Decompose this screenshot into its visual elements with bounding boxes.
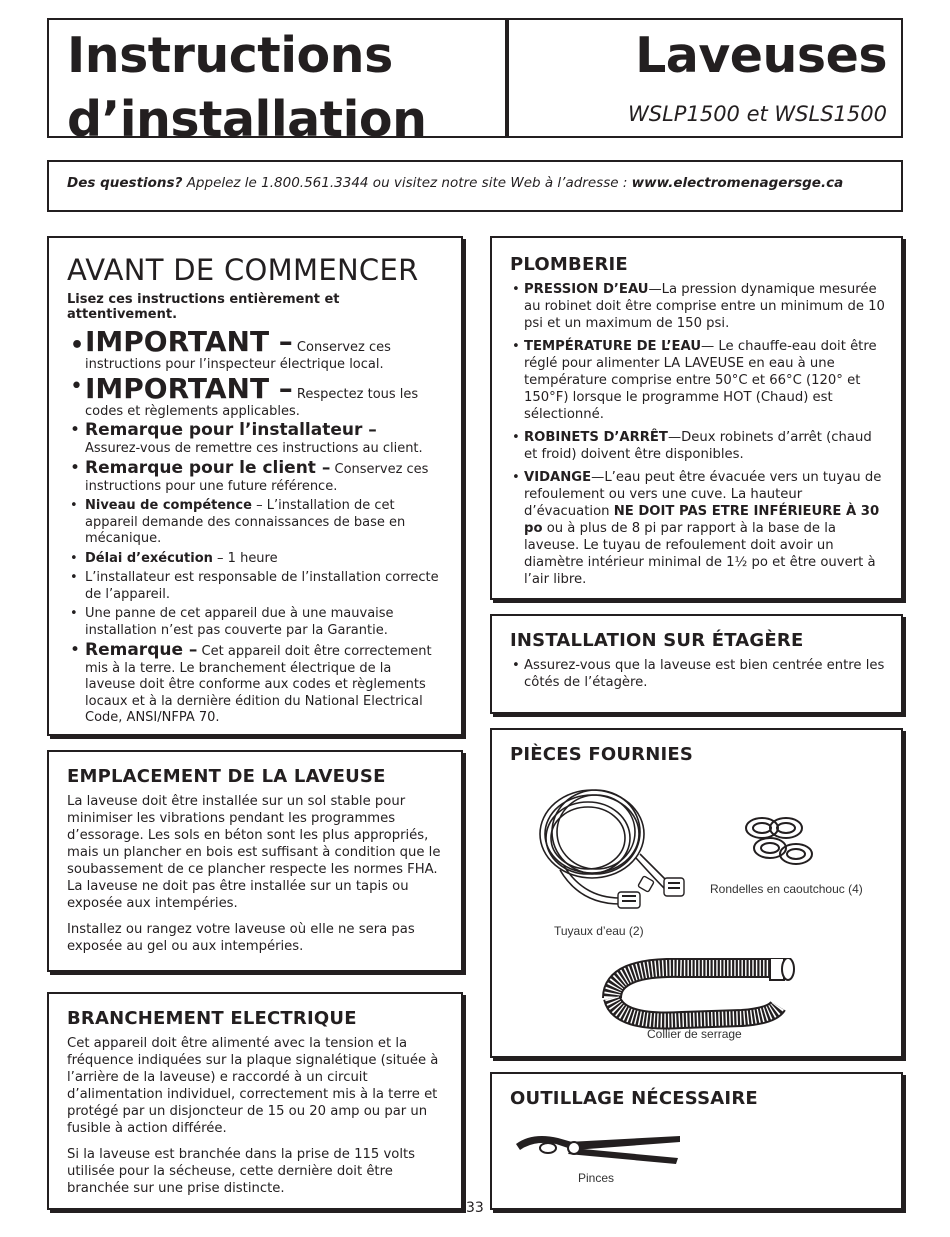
list-item: • TEMPÉRATURE DE L’EAU— Le chauffe-eau doit être réglé pour alimenter LA LAVEUSE en eau à une température comprise entre 50°C et 66°C (120° et 150°F) lorsque le programme HOT (Chaud) est sélectionné. [512,339,877,422]
pliers-caption: Pinces [578,1171,615,1185]
doc-title-line1: Instructions [67,27,393,84]
section-title: EMPLACEMENT DE LA LAVEUSE [67,766,386,787]
list-item: • ROBINETS D’ARRÊT—Deux robinets d’arrêt (chaud et froid) doivent être disponibles. [512,430,872,462]
product-box [507,18,903,138]
rubber-washers-illustration [740,810,820,874]
hoses-caption: Tuyaux d’eau (2) [554,924,644,938]
list-item: • Remarque pour l’installateur – Assurez-vous de remettre ces instructions au client. [70,420,423,456]
parts-supplied-section [490,728,903,1058]
section-title: AVANT DE COMMENCER [67,253,419,287]
model-numbers: WSLP1500 et WSLS1500 [628,102,887,126]
plumbing-section [490,236,903,600]
list-item: • Une panne de cet appareil due à une mauvaise installation n’est pas couverte par la Garantie. [70,606,394,638]
paragraph: Installez ou rangez votre laveuse où elle ne sera pas exposée au gel ou aux intempéries. [67,922,415,954]
before-you-begin-section [47,236,463,736]
shelf-installation-section [490,614,903,714]
product-title: Laveuses [635,27,887,84]
electrical-section [47,992,463,1210]
pliers-icon [512,1124,682,1168]
list-item: • IMPORTANT – Respectez tous les codes et règlements applicables. [70,372,419,419]
page-number: 33 [466,1200,484,1216]
section-title: BRANCHEMENT ELECTRIQUE [67,1008,357,1029]
list-item: • Niveau de compétence – L’installation de cet appareil demande des connaissances de base en mécanique. [70,498,406,546]
list-item: • L’installateur est responsable de l’installation correcte de l’appareil. [70,570,439,602]
paragraph: Cet appareil doit être alimenté avec la tension et la fréquence indiquées sur la plaque signalétique (située à l’arrière de la laveuse) e raccordé à un circuit d’alimentation individuel, correctement mis à la terre et protégé par un disjoncteur de 15 ou 20 amp ou par un fusible à action différée. [67,1036,439,1136]
water-hoses-illustration [520,774,700,934]
paragraph: Si la laveuse est branchée dans la prise de 115 volts utilisée pour la sécheuse, cette dernière doit être branchée sur une prise distincte. [67,1147,416,1196]
list-item: • PRESSION D’EAU—La pression dynamique mesurée au robinet doit être comprise entre un minimum de 10 psi et un maximum de 150 psi. [512,282,885,331]
list-item: • Remarque – Cet appareil doit être correctement mis à la terre. Le branchement électrique de la laveuse doit être conforme aux codes et règlements locaux et à la dernière édition du National Electrical Code, ANSI/NFPA 70. [70,640,432,725]
title-box [47,18,507,148]
doc-title-line2: d’installation [67,91,427,148]
location-section [47,750,463,972]
paragraph: La laveuse doit être installée sur un sol stable pour minimiser les vibrations pendant les programmes d’essorage. Les sols en béton sont les plus appropriés, mais un plancher en bois est suffisant à condition que le soubassement de ce plancher respecte les normes FHA. La laveuse ne doit pas être installée sur un tapis ou exposée aux intempéries. [67,794,441,911]
list-item: • IMPORTANT – Conservez ces instructions pour l’inspecteur électrique local. [70,325,391,372]
section-title: INSTALLATION SUR ÉTAGÈRE [510,630,804,651]
section-title: PIÈCES FOURNIES [510,744,694,765]
section-title: PLOMBERIE [510,254,628,275]
washers-caption: Rondelles en caoutchouc (4) [710,882,863,896]
tools-needed-section [490,1072,903,1210]
questions-lead: Des questions? [67,175,183,191]
list-item: • Remarque pour le client – Conservez ces instructions pour une future référence. [70,458,429,494]
list-item: • Délai d’exécution – 1 heure [70,550,278,566]
section-title: OUTILLAGE NÉCESSAIRE [510,1088,758,1109]
questions-banner [47,160,903,212]
section-lead: Lisez ces instructions entièrement et attentivement. [67,292,340,322]
hose-clamp-illustration [602,958,802,1034]
list-item: • Assurez-vous que la laveuse est bien centrée entre les côtés de l’étagère. [512,658,885,690]
website-link[interactable]: www.electromenagersge.ca [631,175,844,191]
clamp-caption: Collier de serrage [647,1027,742,1041]
questions-text: Appelez le 1.800.561.3344 ou visitez notre site Web à l’adresse : [182,175,632,191]
list-item: • VIDANGE—L’eau peut être évacuée vers un tuyau de refoulement ou vers une cuve. La hauteur d’évacuation NE DOIT PAS ETRE INFÉRIEURE À 30 po ou à plus de 8 pi par rapport à la base de la laveuse. Le tuyau de refoulement doit avoir un diamètre intérieur minimal de 1½ po et être ouvert à l’air libre. [512,470,882,587]
